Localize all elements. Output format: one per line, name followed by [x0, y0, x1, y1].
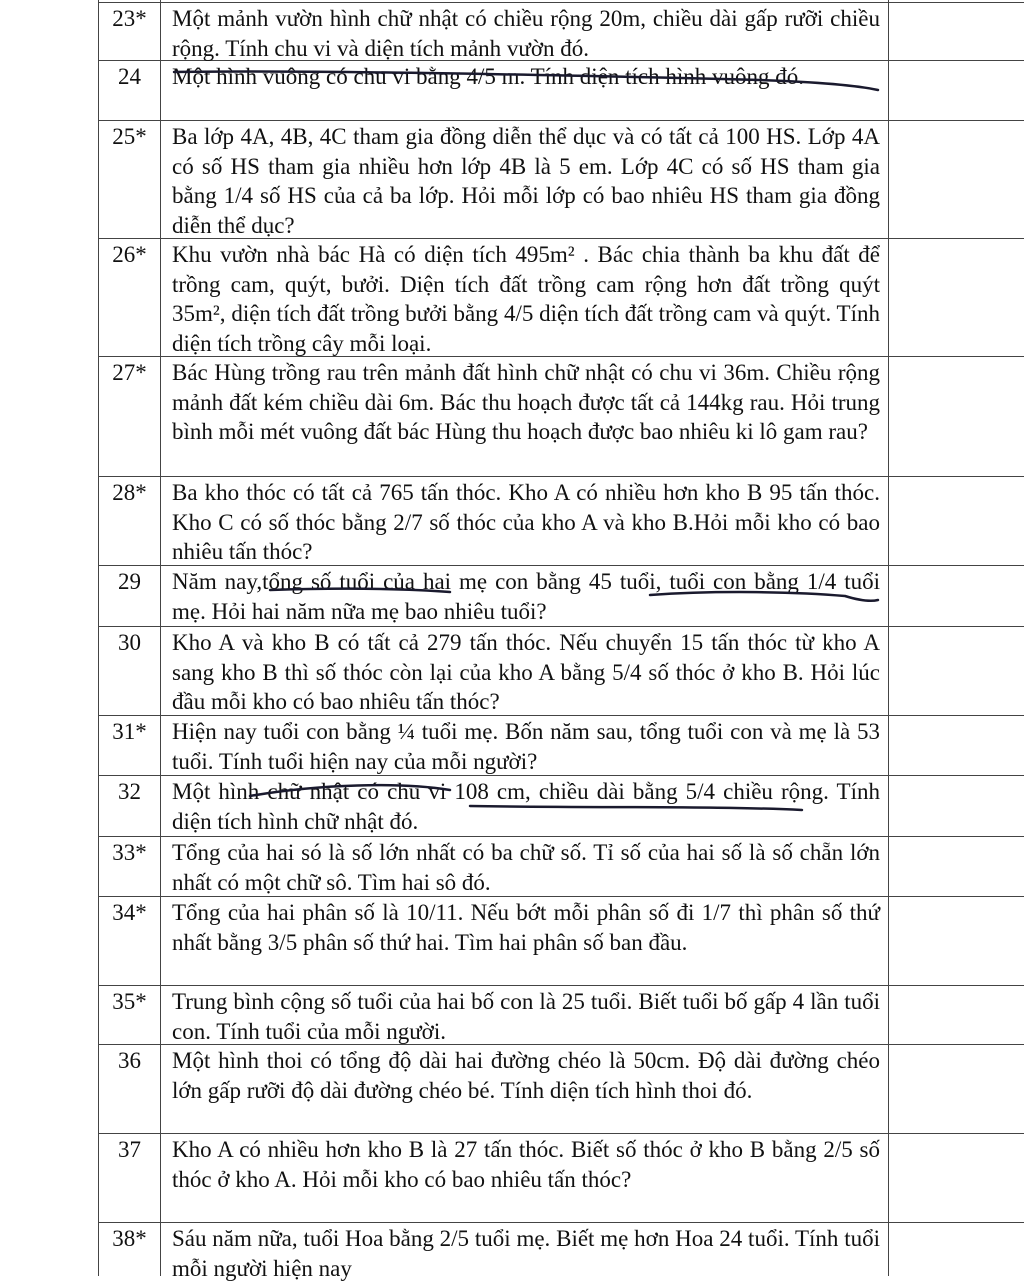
problem-number: 29	[118, 569, 141, 594]
problem-text: Một hình chữ nhật có chu vi 108 cm, chiều dài bằng 5/4 chiều rộng. Tính diện tích hình chữ nhật đó.	[172, 779, 880, 834]
problem-number: 37	[118, 1137, 141, 1162]
problem-text: Kho A và kho B có tất cả 279 tấn thóc. Nếu chuyển 15 tấn thóc từ kho A sang kho B thì số thóc còn lại của kho A bằng 5/4 số thóc ở kho B. Hỏi lúc đầu mỗi kho có bao nhiêu tấn thóc?	[172, 630, 880, 714]
problem-number: 35*	[112, 989, 147, 1014]
problem-number: 33*	[112, 840, 147, 865]
problem-text: Một hình vuông có chu vi bằng 4/5 m. Tính diện tích hình vuông đó.	[172, 64, 805, 89]
problem-number: 24	[118, 64, 141, 89]
problem-text: Một hình thoi có tổng độ dài hai đường chéo là 50cm. Độ dài đường chéo lớn gấp rưỡi độ dài đường chéo bé. Tính diện tích hình thoi đó.	[172, 1048, 880, 1103]
problem-number: 27*	[112, 360, 147, 385]
problem-number: 31*	[112, 719, 147, 744]
pen-strikethrough-mark	[270, 589, 450, 592]
pen-underline-mark	[650, 592, 878, 601]
pen-strikethrough-mark	[174, 71, 878, 90]
problem-text: Kho A có nhiều hơn kho B là 27 tấn thóc. Biết số thóc ở kho B bằng 2/5 số thóc ở kho A. Hỏi mỗi kho có bao nhiêu tấn thóc?	[172, 1137, 880, 1192]
problem-number: 23*	[112, 6, 147, 31]
problem-text: Khu vườn nhà bác Hà có diện tích 495m² . Bác chia thành ba khu đất để trồng cam, quýt, bưởi. Diện tích đất trồng cam rộng hơn đất trồng quýt 35m², diện tích đất trồng bưởi bằng 4/5 diện tích đất trồng cam và quýt. Tính diện tích trồng cây mỗi loại.	[172, 242, 880, 356]
problem-number: 30	[118, 630, 141, 655]
problem-text: Ba kho thóc có tất cả 765 tấn thóc. Kho A có nhiều hơn kho B 95 tấn thóc. Kho C có số thóc bằng 2/7 số thóc của kho A và kho B.Hỏi mỗi kho có bao nhiêu tấn thóc?	[172, 480, 880, 564]
problem-number: 26*	[112, 242, 147, 267]
problem-text: Tổng của hai phân số là 10/11. Nếu bớt mỗi phân số đi 1/7 thì phân số thứ nhất bằng 3/5 phân số thứ hai. Tìm hai phân số ban đầu.	[172, 900, 880, 955]
pen-strikethrough-mark	[250, 785, 450, 796]
problem-text: Một mảnh vườn hình chữ nhật có chiều rộng 20m, chiều dài gấp rưỡi chiều rộng. Tính chu vi và diện tích mảnh vườn đó.	[172, 6, 880, 61]
problem-text: Sáu năm nữa, tuổi Hoa bằng 2/5 tuổi mẹ. Biết mẹ hơn Hoa 24 tuổi. Tính tuổi mỗi người hiện nay	[172, 1226, 880, 1281]
problem-number: 32	[118, 779, 141, 804]
problem-text: Tổng của hai só là số lớn nhất có ba chữ số. Tỉ số của hai số là số chẵn lớn nhất có một chữ sô. Tìm hai sô đó.	[172, 840, 880, 895]
problem-text: Trung bình cộng số tuổi của hai bố con là 25 tuổi. Biết tuổi bố gấp 4 lần tuổi con. Tính tuổi của mỗi người.	[172, 989, 880, 1044]
problem-number: 38*	[112, 1226, 147, 1251]
problem-number: 28*	[112, 480, 147, 505]
problem-text: Ba lớp 4A, 4B, 4C tham gia đồng diễn thể dục và có tất cả 100 HS. Lớp 4A có số HS tham gia nhiều hơn lớp 4B là 5 em. Lớp 4C có số HS tham gia bằng 1/4 số HS của cả ba lớp. Hỏi mỗi lớp có bao nhiêu HS tham gia đồng diễn thể dục?	[172, 124, 880, 238]
problem-text: Bác Hùng trồng rau trên mảnh đất hình chữ nhật có chu vi 36m. Chiều rộng mảnh đất kém chiều dài 6m. Bác thu hoạch được tất cả 144kg rau. Hỏi trung bình mỗi mét vuông đất bác Hùng thu hoạch được bao nhiêu ki lô gam rau?	[172, 360, 880, 444]
problem-text: Hiện nay tuổi con bằng ¼ tuổi mẹ. Bốn năm sau, tổng tuổi con và mẹ là 53 tuổi. Tính tuổi hiện nay của mỗi người?	[172, 719, 880, 774]
pen-underline-mark	[470, 806, 802, 810]
problem-number: 25*	[112, 124, 147, 149]
problem-number: 36	[118, 1048, 141, 1073]
problem-number: 34*	[112, 900, 147, 925]
problem-text: Năm nay,tổng số tuổi của hai mẹ con bằng 45 tuổi, tuổi con bằng 1/4 tuổi mẹ. Hỏi hai năm nữa mẹ bao nhiêu tuổi?	[172, 569, 880, 624]
